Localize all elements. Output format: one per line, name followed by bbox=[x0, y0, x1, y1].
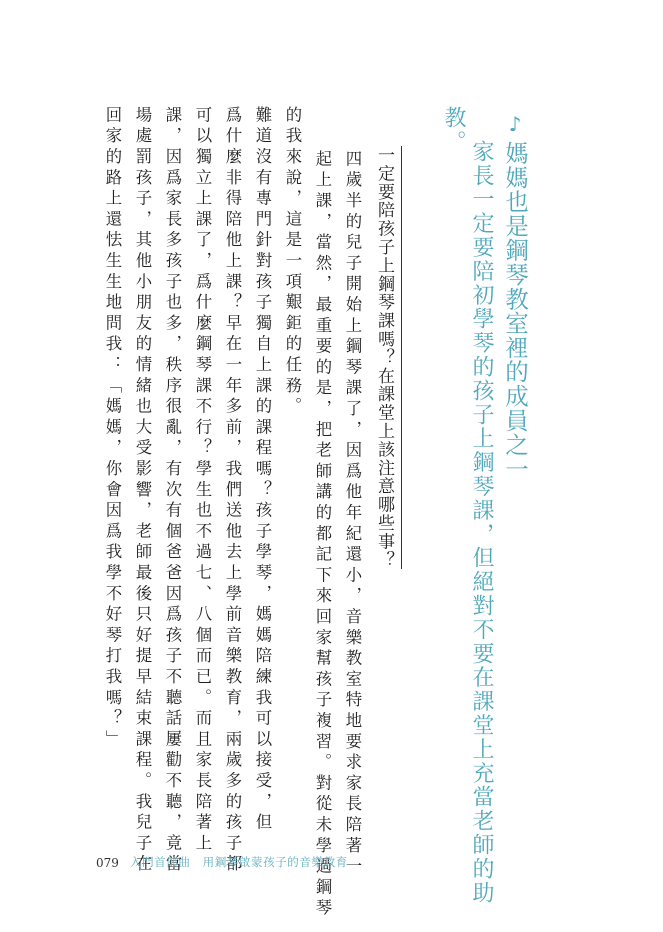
running-title: 入門首部曲 用鋼琴啟蒙孩子的音樂教育 bbox=[130, 855, 348, 869]
body-line: 爲什麼非得陪他上課？早在一年多前，我們送他去上學前音樂教育，兩歲多的孩子都 bbox=[223, 106, 242, 876]
body-line: 場處罰孩子，其他小朋友的情緒也大受影響，老師最後只好提早結束課程。我兒子在 bbox=[133, 106, 152, 876]
body-line: 課，因爲家長多孩子也多，秩序很亂，有次有個爸爸因爲孩子不聽話屢勸不聽，竟當 bbox=[163, 106, 182, 876]
body-line: 四歲半的兒子開始上鋼琴課了，因爲他年紀還小，音樂教室特地要求家長陪著一 bbox=[343, 150, 362, 878]
section-title-text: 媽媽也是鋼琴教室裡的成員之一 bbox=[501, 140, 529, 482]
music-note-icon: ♪ bbox=[503, 112, 527, 137]
body-line: 難道沒有專門針對孩子獨自上課的課程嗎？孩子學琴，媽媽陪練我可以接受，但 bbox=[253, 106, 272, 834]
subtitle-line: 家長一定要陪初學琴的孩子上鋼琴課，但絕對不要在課堂上充當老師的助 bbox=[469, 140, 494, 905]
body-line: 起上課，當然，最重要的是，把老師講的都記下來回家幫孩子複習。對從未學過鋼琴 bbox=[313, 150, 332, 920]
subtitle-line: 教。 bbox=[441, 106, 466, 154]
page-number: 079 bbox=[96, 856, 119, 870]
body-line: 的我來說，這是一項艱鉅的任務。 bbox=[283, 106, 302, 418]
question-heading: 一定要陪孩子上鋼琴課嗎？在課堂上該注意哪些事？ bbox=[372, 146, 402, 569]
body-line: 回家的路上還怯生生地問我：「媽媽，你會因爲我學不好琴打我嗎？」 bbox=[103, 106, 122, 751]
section-title bbox=[498, 112, 532, 481]
body-line: 可以獨立上課了，爲什麼鋼琴課不行？學生也不過七、八個而已。而且家長陪著上 bbox=[193, 106, 212, 855]
